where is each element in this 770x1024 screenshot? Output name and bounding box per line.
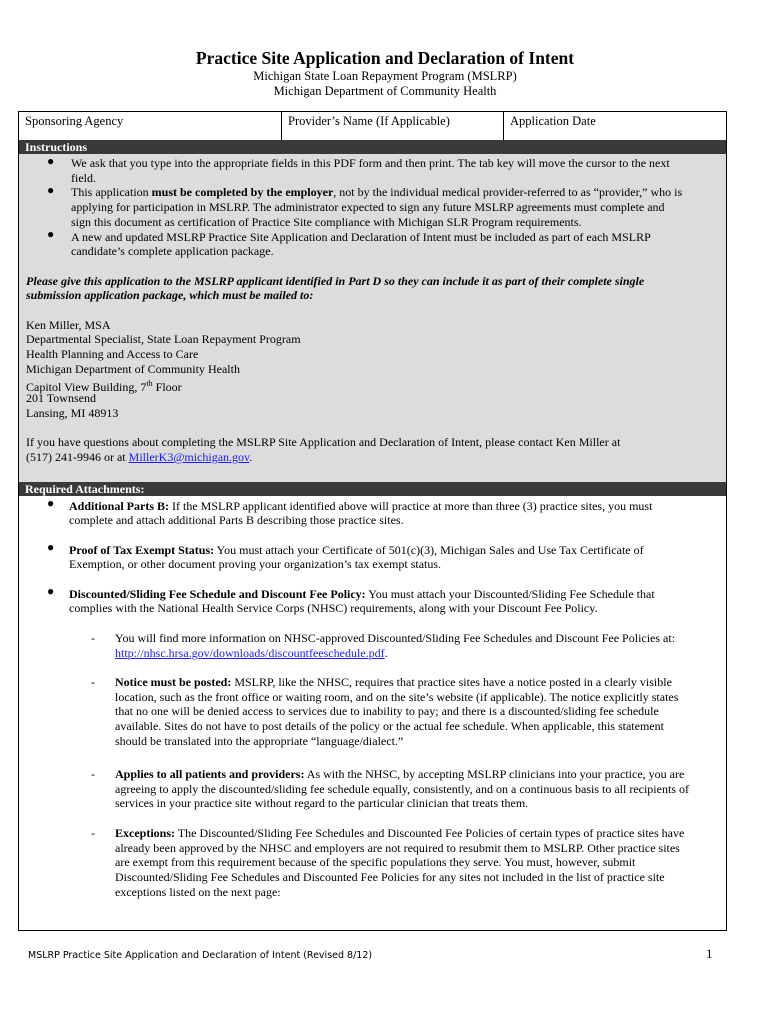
dash-icon: - bbox=[91, 630, 95, 645]
sub-item-2-line-1: Notice must be posted: MSLRP, like the NHSC, requires that practice sites have a notice posted in a clearly visible bbox=[115, 674, 672, 689]
address-name: Ken Miller, MSA bbox=[26, 317, 111, 332]
page-title: Practice Site Application and Declaration of Intent bbox=[195, 48, 575, 68]
attachment-1-line-2: complete and attach additional Parts B describing those practice sites. bbox=[69, 513, 404, 528]
fee-schedule-link[interactable]: http://nhsc.hrsa.gov/downloads/discountfeeschedule.pdf bbox=[115, 645, 385, 660]
bullet-icon: ● bbox=[47, 540, 55, 554]
dash-icon: - bbox=[91, 674, 95, 689]
required-attachments-heading: Required Attachments: bbox=[19, 482, 726, 496]
attachment-2-line-1: Proof of Tax Exempt Status: You must attach your Certificate of 501(c)(3), Michigan Sales and Use Tax Certificate of bbox=[69, 542, 644, 557]
instruction-1-line-2: field. bbox=[71, 170, 96, 185]
sub-item-3-line-1: Applies to all patients and providers: As with the NHSC, by accepting MSLRP clinicians into your practice, you are bbox=[115, 767, 685, 781]
address-city: Lansing, MI 48913 bbox=[26, 405, 119, 420]
mailing-note-line-1: Please give this application to the MSLRP applicant identified in Part D so they can include it as part of their complete single bbox=[26, 273, 645, 288]
bullet-icon: ● bbox=[47, 496, 55, 510]
sub-item-1-line-1: You will find more information on NHSC-approved Discounted/Sliding Fee Schedules and Discount Fee Policies at: bbox=[115, 630, 676, 645]
sub-item-4-line-1: Exceptions: The Discounted/Sliding Fee Schedules and Discounted Fee Policies of certain types of practice sites have bbox=[115, 826, 685, 840]
application-form bbox=[18, 111, 727, 931]
address-building: Capitol View Building, 7th Floor bbox=[26, 378, 182, 394]
attachment-1-line-1: Additional Parts B: If the MSLRP applicant identified above will practice at more than three (3) practice sites, you must bbox=[69, 498, 653, 513]
sub-item-4-line-2: already been approved by the NHSC and employers are not required to resubmit them to MSLRP. Other practice sites bbox=[115, 840, 680, 855]
address-title: Departmental Specialist, State Loan Repayment Program bbox=[26, 332, 301, 347]
instruction-2-line-2: applying for participation in MSLRP. The administrator expected to sign any future MSLRP agreements must complete and bbox=[71, 200, 665, 215]
sub-item-2-line-3: that no one will be denied access to services due to inability to pay; and there is a discounted/sliding fee schedule bbox=[115, 704, 659, 719]
contact-email-link[interactable]: MillerK3@michigan.gov bbox=[128, 450, 250, 464]
instruction-2-line-3: sign this document as certification of Practice Site compliance with Michigan SLR Program requirements. bbox=[71, 214, 582, 229]
page-number: 1 bbox=[706, 946, 713, 961]
instruction-2-line-1: This application must be completed by the employer, not by the individual medical provider-referred to as “provider,” who is bbox=[71, 185, 683, 200]
sub-item-3-line-3: services in your practice site without regard to the particular clinician that treats them. bbox=[115, 796, 529, 811]
bullet-icon: ● bbox=[47, 154, 55, 168]
bullet-icon: ● bbox=[47, 183, 55, 197]
contact-line-1: If you have questions about completing the MSLRP Site Application and Declaration of Intent, please contact Ken Miller at bbox=[26, 435, 621, 450]
instructions-heading: Instructions bbox=[19, 140, 726, 154]
dash-icon: - bbox=[91, 767, 95, 781]
sub-item-4-line-3: are exempt from this requirement because of the specific populations they serve. You must, however, submit bbox=[115, 855, 636, 870]
sub-item-1-line-2: http://nhsc.hrsa.gov/downloads/discountfeeschedule.pdf. bbox=[115, 645, 388, 660]
sub-item-4-line-5: exceptions listed on the next page: bbox=[115, 884, 281, 899]
program-subtitle: Michigan State Loan Repayment Program (MSLRP) bbox=[253, 69, 517, 83]
instructions-section bbox=[19, 154, 726, 482]
bullet-icon: ● bbox=[47, 227, 55, 241]
instruction-3-line-2: candidate’s complete application package. bbox=[71, 244, 274, 259]
address-department: Michigan Department of Community Health bbox=[26, 361, 240, 376]
page-footer: MSLRP Practice Site Application and Declaration of Intent (Revised 8/12) bbox=[28, 950, 373, 961]
attachment-2-line-2: Exemption, or other document proving your organization’s tax exempt status. bbox=[69, 557, 442, 572]
sub-item-2-line-5: should be translated into the appropriate “language/dialect.” bbox=[115, 733, 404, 748]
application-date-field[interactable]: Application Date bbox=[510, 114, 596, 128]
mailing-note-line-2: submission application package, which must be mailed to: bbox=[26, 288, 314, 303]
sponsoring-agency-field[interactable]: Sponsoring Agency bbox=[19, 112, 282, 140]
dash-icon: - bbox=[91, 826, 95, 840]
address-street: 201 Townsend bbox=[26, 391, 96, 406]
instruction-1-line-1: We ask that you type into the appropriate fields in this PDF form and then print. The tab key will move the cursor to the next bbox=[71, 156, 670, 170]
bullet-icon: ● bbox=[47, 584, 55, 598]
sub-item-4-line-4: Discounted/Sliding Fee Schedules and Discounted Fee Policies for any sites not included in the list of practice site bbox=[115, 870, 665, 885]
sub-item-2-line-2: location, such as the front office or waiting room, and on the site’s website (if applicable). The notice explicitly states bbox=[115, 689, 679, 704]
sub-item-3-line-2: agreeing to apply the discounted/sliding fee schedule equally, consistently, and on a continuous basis to all recipients of bbox=[115, 781, 689, 796]
sub-item-2-line-4: available. Sites do not have to post details of the policy or the actual fee schedule. When applicable, this statement bbox=[115, 719, 664, 733]
provider-name-field[interactable]: Provider’s Name (If Applicable) bbox=[282, 112, 504, 140]
address-division: Health Planning and Access to Care bbox=[26, 347, 199, 362]
attachment-3-line-2: complies with the National Health Service Corps (NHSC) requirements, along with your Discount Fee Policy. bbox=[69, 601, 598, 616]
header-fields-row bbox=[19, 112, 726, 140]
department-subtitle: Michigan Department of Community Health bbox=[273, 84, 497, 98]
instruction-3-line-1: A new and updated MSLRP Practice Site Application and Declaration of Intent must be included as part of each MSLRP bbox=[71, 229, 651, 244]
contact-line-2: (517) 241-9946 or at MillerK3@michigan.gov. bbox=[26, 450, 253, 464]
attachment-3-line-1: Discounted/Sliding Fee Schedule and Discount Fee Policy: You must attach your Discounted/Sliding Fee Schedule that bbox=[69, 586, 655, 601]
